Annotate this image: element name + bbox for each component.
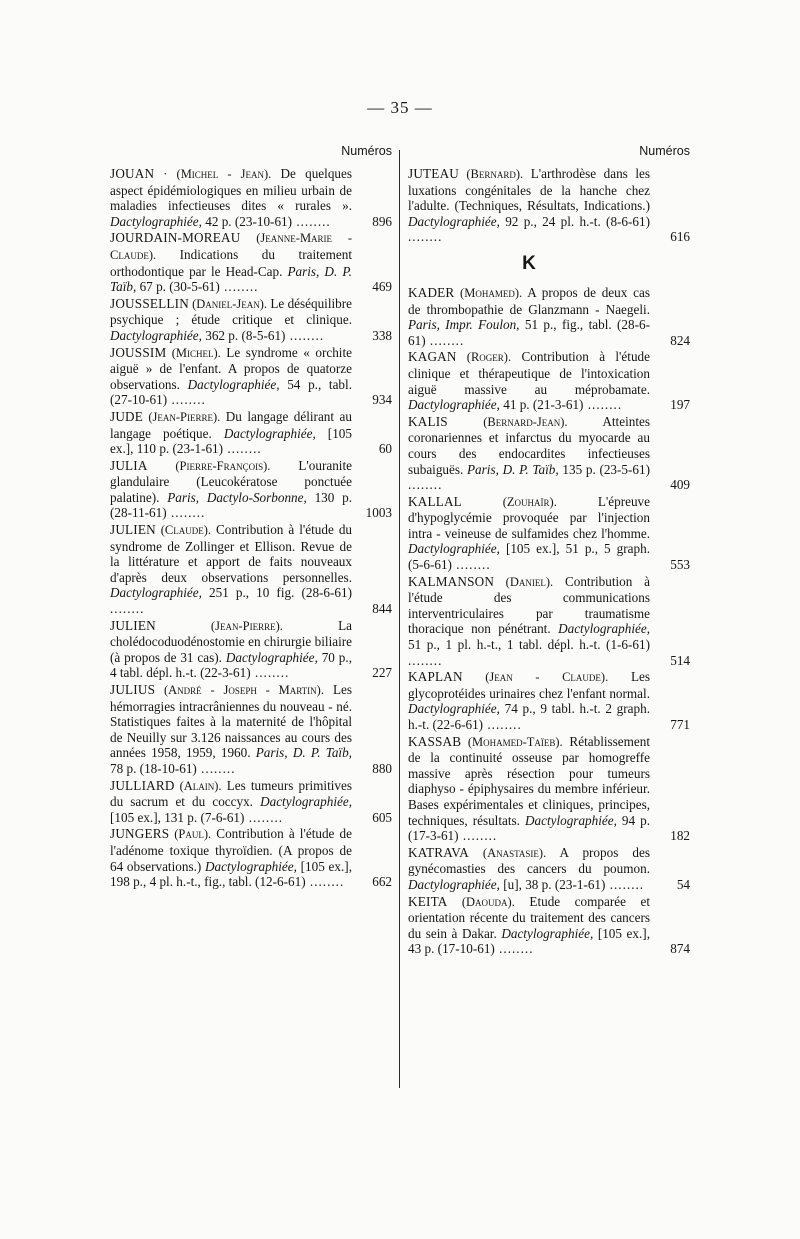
entry-author-name: JOURDAIN-MOREAU xyxy=(110,230,241,246)
entry-number: 605 xyxy=(372,809,392,825)
entry-source: Dactylographiée, xyxy=(205,858,297,874)
entry-source: Paris, Impr. Foulon, xyxy=(408,317,520,333)
entry-details: [105 ex.], 110 p. (23-1-61) xyxy=(110,425,352,457)
entry-author-forenames: (Anastasie). xyxy=(469,845,547,860)
right-entry-list-top xyxy=(408,166,690,245)
entry-title: Atteintes coronariennes et infarctus du myocarde au cours des endocardites infectieuses subaiguës. xyxy=(408,413,650,477)
entry-number: 662 xyxy=(372,874,392,890)
entry-author-name: JUNGERS xyxy=(110,826,170,842)
entry-details: [105 ex.], 51 p., 5 graph. (5-6-61) xyxy=(408,541,650,573)
leader-dots: ........ xyxy=(219,279,259,295)
entry-title: L'épreuve d'hypoglycémie provoquée par l'injection intra - veineuse de sulfamides chez l'homme. xyxy=(408,493,650,541)
page-number: — 35 — xyxy=(367,98,433,117)
leader-dots: ........ xyxy=(110,601,145,617)
catalog-entry xyxy=(408,349,690,412)
left-column-header: Numéros xyxy=(341,144,392,158)
entry-source: Dactylographiée, xyxy=(408,397,500,413)
right-entry-list xyxy=(408,285,690,957)
entry-author-forenames: (Michel). xyxy=(166,345,221,360)
entry-source: Paris, D. P. Taïb, xyxy=(255,745,352,761)
leader-dots: ........ xyxy=(250,665,290,681)
entry-source: Dactylographiée, xyxy=(408,701,500,717)
entry-source: Dactylographiée, xyxy=(408,541,500,557)
catalog-entry xyxy=(408,669,690,732)
entry-author-name: KALMANSON xyxy=(408,573,495,589)
entry-source: Dactylographiée, xyxy=(223,425,316,441)
entry-author-name: KEITA xyxy=(408,893,448,909)
leader-dots: ........ xyxy=(292,213,331,229)
leader-dots: ........ xyxy=(408,652,443,668)
entry-author-forenames: · (Michel - Jean). xyxy=(154,167,272,181)
leader-dots: ........ xyxy=(408,229,443,245)
entry-title: Contribution à l'étude du syndrome de Zollinger et Ellison. Revue de la littérature et apport de faits nouveaux d'après deux observations personnelles. xyxy=(110,522,353,585)
leader-dots: ........ xyxy=(583,397,623,413)
section-letter: K xyxy=(522,252,536,274)
catalog-entry xyxy=(408,494,690,573)
entry-number: 896 xyxy=(372,213,392,229)
entry-author-name: KATRAVA xyxy=(408,844,470,860)
entry-author-forenames: (Alain). xyxy=(174,778,222,793)
entry-source: Dactylographiée, xyxy=(225,649,318,665)
entry-author-forenames: (Bernard). xyxy=(459,167,524,181)
entry-author-name: JOUSSIM xyxy=(110,344,167,360)
entry-author-name: KAPLAN xyxy=(408,669,463,685)
entry-details: 362 p. (8-5-61) xyxy=(201,327,286,343)
entry-source: Paris, D. P. Taïb, xyxy=(110,263,352,295)
catalog-entry xyxy=(408,894,690,957)
entry-details: 94 p. (17-3-61) xyxy=(408,812,650,844)
entry-details: [105 ex.], 198 p., 4 pl. h.-t., fig., tabl. (12-6-61) xyxy=(110,858,352,890)
entry-number: 824 xyxy=(670,332,690,348)
entry-number: 880 xyxy=(372,760,392,776)
entry-title: Rétablissement de la continuité osseuse par homogreffe massive après résection pour tumeurs diaphyso - épiphysaires du membre inférieur. Bases expérimentales et cliniques, principes, techniques, résultats. xyxy=(408,733,651,828)
catalog-entry xyxy=(110,166,392,229)
entry-source: Dactylographiée, xyxy=(558,621,650,637)
leader-dots: ........ xyxy=(167,392,206,408)
entry-number: 469 xyxy=(372,279,392,295)
entry-title: De quelques aspect épidémiologiques en milieu urbain de maladies infectieuses dites « rurales ». xyxy=(110,166,352,214)
leader-dots: ........ xyxy=(244,809,284,825)
column-divider xyxy=(399,150,400,1088)
right-column xyxy=(408,144,690,958)
catalog-entry xyxy=(110,296,392,344)
entry-source: Dactylographiée, xyxy=(524,812,617,828)
entry-number: 182 xyxy=(670,828,690,844)
entry-title: L'arthrodèse dans les luxations congénitales de la hanche chez l'adulte. (Techniques, Résultats, Indications.) xyxy=(408,166,650,214)
entry-author-forenames: (André - Joseph - Martin). xyxy=(155,683,324,697)
entry-number: 514 xyxy=(670,652,690,668)
entry-number: 616 xyxy=(670,229,690,245)
catalog-entry xyxy=(408,845,690,893)
leader-dots: ........ xyxy=(305,874,345,890)
entry-number: 60 xyxy=(378,441,392,457)
leader-dots: ........ xyxy=(494,941,534,957)
catalog-entry xyxy=(110,522,392,617)
entry-source: Dactylographiée, xyxy=(187,376,280,392)
entry-details: [u], 38 p. (23-1-61) xyxy=(499,876,606,892)
entry-number: 844 xyxy=(372,601,392,617)
leader-dots: ........ xyxy=(605,876,645,892)
entry-details: 41 p. (21-3-61) xyxy=(499,397,584,413)
catalog-entry xyxy=(408,574,690,669)
entry-number: 1003 xyxy=(365,505,392,521)
entry-title: Les tumeurs primitives du sacrum et du coccyx. xyxy=(110,777,352,810)
entry-author-forenames: (Daniel-Jean). xyxy=(188,296,268,311)
leader-dots: ........ xyxy=(196,760,236,776)
entry-title: Les hémorragies intracrâniennes du nouveau - né. Statistiques faites à la maternité de l'hôpital de Neuilly sur 3.126 naissances au cours des années 1958, 1959, 1960. xyxy=(110,682,352,761)
entry-author-name: JOUSSELLIN xyxy=(110,295,189,311)
entry-author-forenames: (Jean - Claude). xyxy=(462,670,609,685)
entry-title: Du langage délirant au langage poétique. xyxy=(110,408,352,441)
entry-details: 92 p., 24 pl. h.-t. (8-6-61) xyxy=(499,213,650,229)
entry-details: 251 p., 10 fig. (28-6-61) xyxy=(201,585,352,601)
entry-title: Les glycoprotéides urinaires chez l'enfant normal. xyxy=(408,669,651,701)
entry-author-name: KASSAB xyxy=(408,733,462,749)
entry-number: 227 xyxy=(372,665,392,681)
entry-details: 135 p. (23-5-61) xyxy=(558,461,650,477)
catalog-entry xyxy=(408,166,690,245)
entry-details: 51 p., 1 pl. h.-t., 1 tabl. dépl. h.-t. (1-6-61) xyxy=(408,637,650,653)
entry-author-name: JULIEN xyxy=(110,617,156,633)
catalog-entry xyxy=(110,682,392,777)
entry-author-forenames: (Jean-Pierre). xyxy=(143,409,221,424)
entry-details: [105 ex.], 131 p. (7-6-61) xyxy=(110,809,245,825)
leader-dots: ........ xyxy=(285,327,325,343)
entry-source: Dactylographiée, xyxy=(110,585,202,601)
entry-author-name: KALIS xyxy=(408,413,448,429)
entry-author-forenames: (Jeanne-Marie - Claude). xyxy=(110,231,352,262)
entry-title: L'ouranite glandulaire (Leucokératose ponctuée palatine). xyxy=(110,457,352,505)
entry-source: Dactylographiée, xyxy=(408,213,500,229)
entry-author-forenames: (Claude). xyxy=(155,523,211,538)
leader-dots: ........ xyxy=(483,717,522,732)
entry-author-name: KAGAN xyxy=(408,349,457,365)
entry-author-forenames: (Mohamed-Taïeb). xyxy=(461,734,563,749)
catalog-entry xyxy=(408,285,690,348)
entry-details: 78 p. (18-10-61) xyxy=(110,760,197,776)
right-column-header: Numéros xyxy=(639,144,690,158)
catalog-entry xyxy=(110,230,392,294)
leader-dots: ........ xyxy=(166,505,206,521)
entry-source: Dactylographiée, xyxy=(260,794,352,810)
entry-number: 553 xyxy=(670,557,690,573)
entry-source: Dactylographiée, xyxy=(110,327,202,343)
entry-number: 54 xyxy=(676,876,690,892)
entry-title: Contribution à l'étude de l'adénome toxique thyroïdien. (A propos de 64 observations.) xyxy=(110,826,352,874)
entry-source: Paris, Dactylo-Sorbonne, xyxy=(167,489,307,505)
entry-title: A propos des gynécomasties des cancers du poumon. xyxy=(408,844,651,877)
catalog-entry xyxy=(408,734,690,844)
entry-author-name: JOUAN xyxy=(110,166,155,181)
entry-author-name: JULIEN xyxy=(110,522,156,538)
leader-dots: ........ xyxy=(458,828,498,844)
entry-details: 70 p., 4 tabl. dépl. h.-t. (22-3-61) xyxy=(110,649,352,681)
catalog-entry xyxy=(408,414,690,493)
leader-dots: ........ xyxy=(408,477,443,493)
entry-number: 934 xyxy=(372,392,392,408)
catalog-entry xyxy=(110,826,392,889)
catalog-entry xyxy=(110,409,392,457)
entry-author-name: JUDE xyxy=(110,408,144,424)
entry-author-name: KADER xyxy=(408,284,455,300)
leader-dots: ........ xyxy=(425,332,465,348)
leader-dots: ........ xyxy=(451,557,491,573)
entry-title: Contribution à l'étude clinique et thérapeutique de l'intoxication aiguë massive au méprobamate. xyxy=(408,349,650,397)
entry-author-forenames: (Paul). xyxy=(169,827,212,842)
entry-title: A propos de deux cas de thrombopathie de Glanzmann - Naegeli. xyxy=(408,284,650,317)
entry-title: La cholédocoduodénostomie en chirurgie biliaire (à propos de 31 cas). xyxy=(110,617,352,665)
entry-title: Contribution à l'étude des communications interventriculaires par traumatisme thoracique non pénétrant. xyxy=(408,573,650,637)
left-column xyxy=(110,144,392,891)
entry-author-name: JULIA xyxy=(110,457,148,473)
catalog-entry xyxy=(110,618,392,681)
entry-number: 874 xyxy=(670,941,690,957)
entry-details: [105 ex.], 43 p. (17-10-61) xyxy=(408,925,650,957)
entry-author-forenames: (Jean-Pierre). xyxy=(155,618,283,633)
catalog-entry xyxy=(110,778,392,826)
entry-author-forenames: (Bernard-Jean). xyxy=(447,414,568,429)
entry-number: 771 xyxy=(670,717,690,732)
left-entry-list xyxy=(110,166,392,890)
catalog-entry xyxy=(110,458,392,521)
entry-details: 130 p. (28-11-61) xyxy=(110,489,352,521)
entry-author-name: JULLIARD xyxy=(110,777,175,793)
entry-details: 54 p., tabl. (27-10-61) xyxy=(110,376,352,408)
entry-title: Indications du traitement orthodontique par le Head-Cap. xyxy=(110,246,352,279)
entry-source: Dactylographiée, xyxy=(501,925,594,941)
entry-source: Paris, D. P. Taïb, xyxy=(467,461,559,477)
entry-author-name: JUTEAU xyxy=(408,166,460,181)
entry-source: Dactylographiée, xyxy=(110,213,202,229)
entry-details: 74 p., 9 tabl. h.-t. 2 graph. h.-t. (22-6-61) xyxy=(408,701,650,732)
entry-details: 67 p. (30-5-61) xyxy=(136,279,220,295)
entry-author-forenames: (Mohamed). xyxy=(454,285,523,300)
entry-number: 197 xyxy=(670,397,690,413)
entry-title: Le déséquilibre psychique ; étude critique et clinique. xyxy=(110,295,353,328)
entry-source: Dactylographiée, xyxy=(408,876,500,892)
entry-number: 338 xyxy=(372,327,392,343)
catalog-entry xyxy=(110,345,392,408)
entry-title: Le syndrome « orchite aiguë » de l'enfant. A propos de quatorze observations. xyxy=(110,344,352,392)
entry-details: 51 p., fig., tabl. (28-6-61) xyxy=(408,317,650,348)
entry-number: 409 xyxy=(670,477,690,493)
entry-details: 42 p. (23-10-61) xyxy=(201,213,293,229)
entry-author-name: KALLAL xyxy=(408,493,462,509)
entry-author-forenames: (Daouda). xyxy=(447,894,515,909)
entry-author-name: JULIUS xyxy=(110,682,156,697)
entry-author-forenames: (Pierre-François). xyxy=(147,458,271,473)
entry-title: Etude comparée et orientation récente du traitement des cancers du sein à Dakar. xyxy=(408,893,650,941)
entry-author-forenames: (Roger). xyxy=(456,350,512,365)
entry-author-forenames: (Daniel). xyxy=(494,574,554,589)
leader-dots: ........ xyxy=(223,441,262,457)
entry-author-forenames: (Zouhaïr). xyxy=(461,494,557,509)
